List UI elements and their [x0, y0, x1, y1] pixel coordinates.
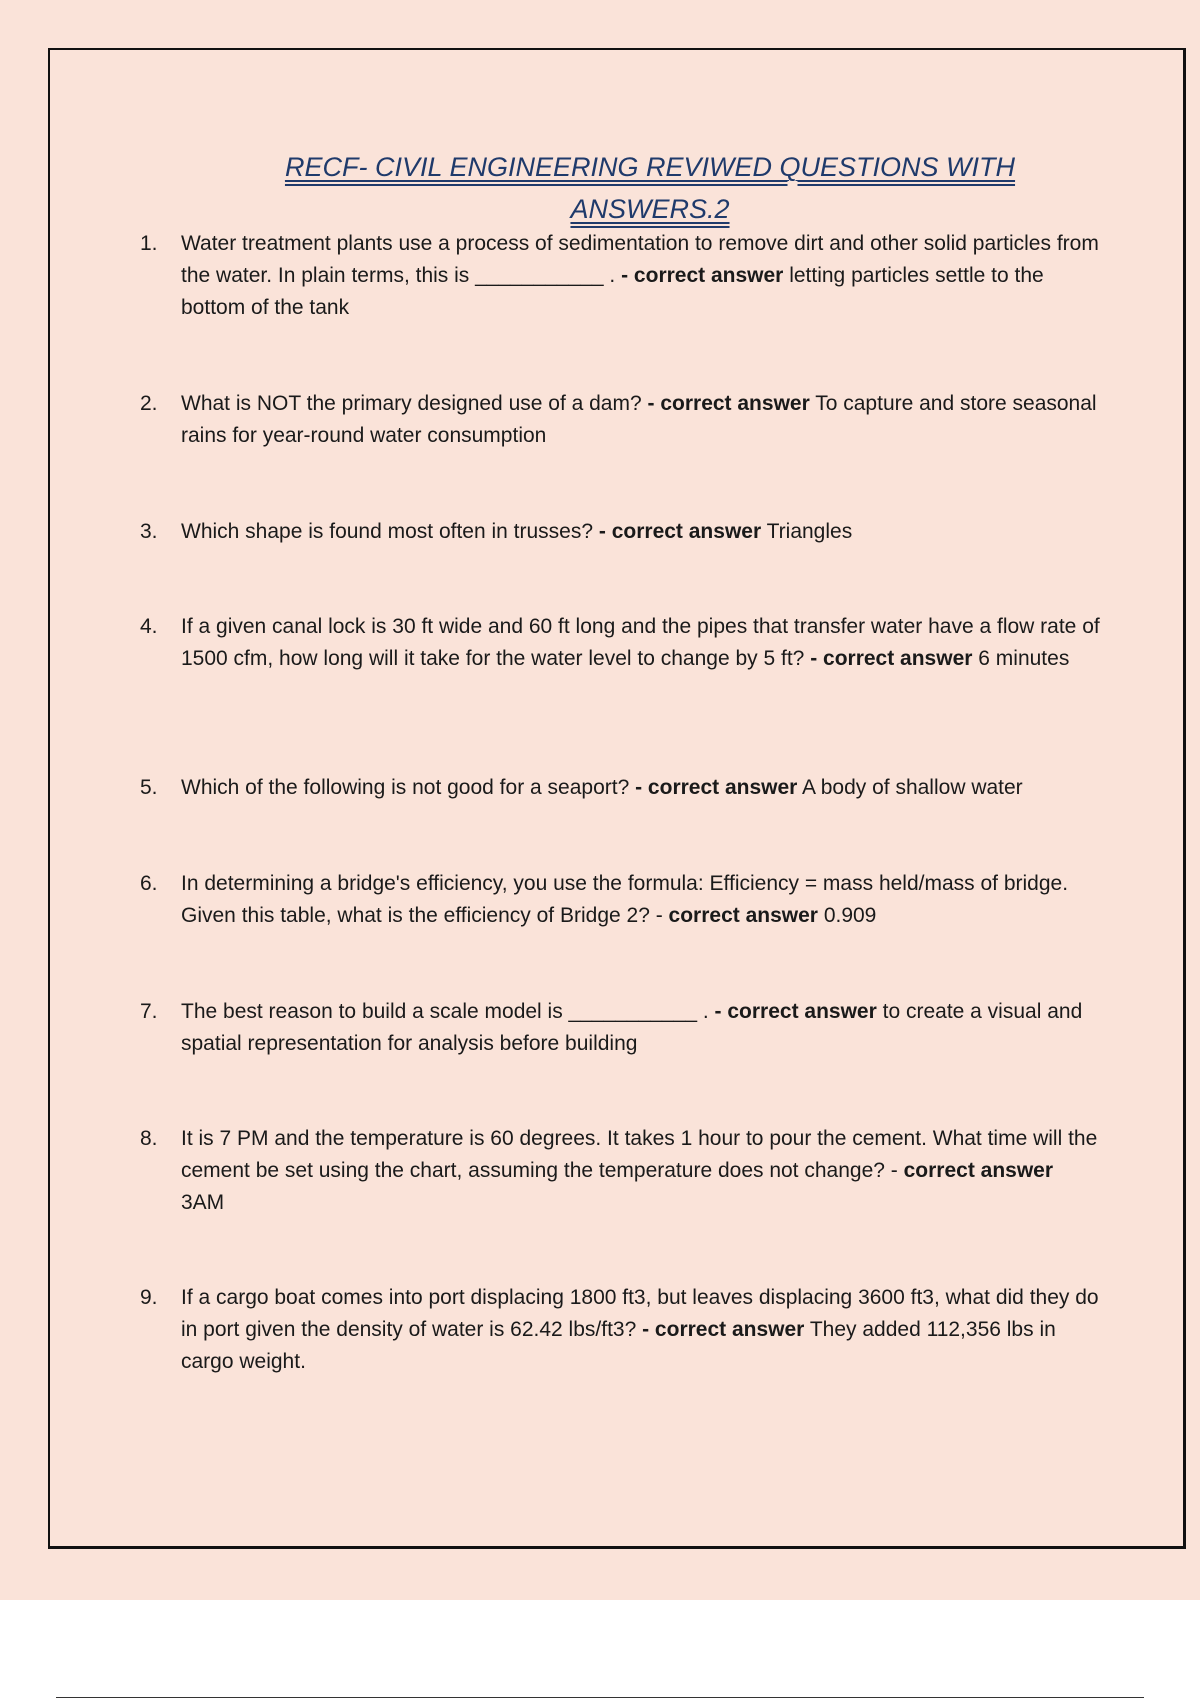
- answer-text: A body of shallow water: [802, 776, 1023, 799]
- answer-label: correct answer: [903, 1159, 1054, 1182]
- question-item-4: [140, 611, 1100, 675]
- question-text: In determining a bridge's efficiency, you use the formula: Efficiency = mass held/mass of bridge. Given this table, what is the efficiency of Bridge 2? -: [181, 872, 1069, 927]
- question-number: 7.: [140, 1000, 158, 1023]
- answer-label: - correct answer: [642, 1318, 805, 1341]
- question-item-6: [140, 868, 1100, 932]
- answer-text: letting particles settle to the bottom of the tank: [181, 264, 1044, 319]
- answer-label: - correct answer: [647, 392, 810, 415]
- question-text: It is 7 PM and the temperature is 60 degrees. It takes 1 hour to pour the cement. What time will the cement be set using the chart, assuming the temperature does not change? -: [181, 1127, 1098, 1182]
- question-number: 8.: [140, 1127, 158, 1150]
- question-number: 9.: [140, 1286, 158, 1309]
- question-item-5: [140, 772, 1100, 804]
- question-text: The best reason to build a scale model is ___________ .: [181, 1000, 709, 1023]
- answer-label: correct answer: [668, 904, 818, 927]
- answer-text: To capture and store seasonal rains for year-round water consumption: [181, 392, 1097, 447]
- answer-text: 6 minutes: [978, 647, 1070, 670]
- question-number: 1.: [140, 232, 158, 255]
- title-line-1: RECF- CIVIL ENGINEERING REVIWED QUESTIONS WITH: [284, 152, 1016, 182]
- answer-text: They added 112,356 lbs in cargo weight.: [181, 1318, 1056, 1373]
- document-title: [240, 146, 1060, 230]
- answer-label: - correct answer: [635, 776, 798, 799]
- question-number: 2.: [140, 392, 158, 415]
- question-text: Water treatment plants use a process of sedimentation to remove dirt and other solid particles from the water. In plain terms, this is ___________ .: [181, 232, 1099, 287]
- answer-text: 0.909: [823, 904, 877, 927]
- question-text: Which of the following is not good for a seaport?: [181, 776, 630, 799]
- question-item-7: [140, 996, 1100, 1060]
- question-number: 6.: [140, 872, 158, 895]
- question-text: Which shape is found most often in trusses?: [181, 520, 594, 543]
- answer-label: - correct answer: [621, 264, 784, 287]
- title-line-2: ANSWERS.2: [570, 194, 730, 224]
- answer-text: Triangles: [766, 520, 853, 543]
- answer-text: 3AM: [181, 1191, 225, 1214]
- answer-label: - correct answer: [810, 647, 973, 670]
- question-item-9: [140, 1282, 1100, 1378]
- question-item-1: [140, 228, 1100, 324]
- answer-label: - correct answer: [714, 1000, 877, 1023]
- question-item-2: [140, 388, 1100, 452]
- answer-label: - correct answer: [598, 520, 762, 543]
- question-item-3: [140, 516, 1100, 548]
- question-text: If a given canal lock is 30 ft wide and 60 ft long and the pipes that transfer water have a flow rate of 1500 cfm, how long will it take for the water level to change by 5 ft?: [181, 615, 1100, 670]
- question-number: 4.: [140, 615, 158, 638]
- question-item-8: [140, 1123, 1100, 1219]
- question-number: 3.: [140, 520, 158, 543]
- answer-text: to create a visual and spatial representation for analysis before building: [181, 1000, 1083, 1055]
- question-number: 5.: [140, 776, 158, 799]
- question-text: What is NOT the primary designed use of a dam?: [181, 392, 642, 415]
- footer-divider: [56, 1697, 1144, 1698]
- question-text: If a cargo boat comes into port displacing 1800 ft3, but leaves displacing 3600 ft3, what did they do in port given the density of water is 62.42 lbs/ft3?: [181, 1286, 1099, 1341]
